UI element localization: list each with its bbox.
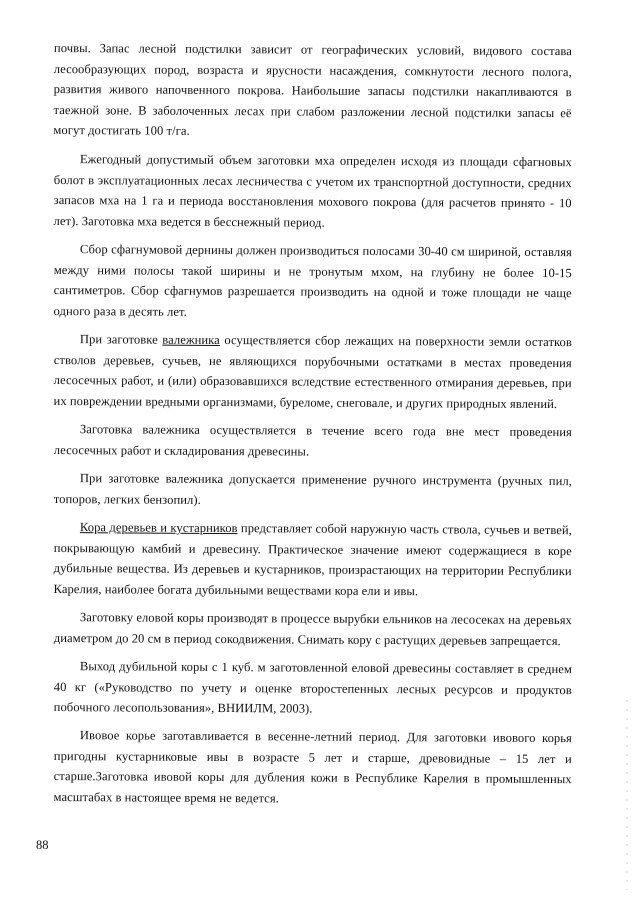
scan-artifact xyxy=(626,700,628,890)
underlined-term-bark: Кора деревьев и кустарников xyxy=(79,519,238,535)
paragraph-sphagnum-collection: Сбор сфагнумовой дернины должен производиться полосами 30-40 см шириной, оставляя между ними полосы такой ширины и не тронутым мхом, на глубину не более 10-15 сантиметров. Сбор сфагнумов разрешается производить на одной и тоже площади не чаще одного раза в десять лет. xyxy=(53,241,572,318)
paragraph-rest: осуществляется сбор лежащих на поверхности земли остатков стволов деревьев, сучьев, не являющихся порубочными остатками в местах проведения лесосечных работ, и (или) образовавшихся вследствие естественного отмирания деревьев, при их повреждении вредными организмами, буреломе, снеговале, и других природных явлений. xyxy=(53,332,572,411)
paragraph-prefix: При заготовке xyxy=(79,331,163,347)
paragraph-moss-harvest-volume: Ежегодный допустимый объем заготовки мха определен исходя из площади сфагновых болот в эксплуатационных лесах лесничества с учетом их транспортной доступности, средних запасов мха на 1 га и периода восстановления мохового покрова (для расчетов принято - 10 лет). Заготовка мха ведется в бесснежный период. xyxy=(53,151,572,229)
paragraph-rest: представляет собой наружную часть ствола, сучьев и ветвей, покрывающую камбий и древесину. Практическое значение имеют содержащиеся в коре дубильные вещества. Из деревьев и кустарников, произрастающих на территории Республики Карелия, наиболее богата дубильными веществами кора ели и ивы. xyxy=(53,520,572,598)
paragraph-deadwood-definition xyxy=(53,329,571,414)
paragraph-topsoil-litter: почвы. Запас лесной подстилки зависит от географических условий, видового состава лесообразующих пород, возраста и ярусности насаждения, сомкнутости лесного полога, развития живого напочвенного покрова. Наибольшие запасы подстилки накапливаются в таежной зоне. В заболоченных лесах при слабом разложении лесной подстилки запасы её могут достигать 100 т/га. xyxy=(53,40,572,138)
paragraph-bark-definition xyxy=(53,517,571,602)
paragraph-tanning-bark-yield: Выход дубильной коры с 1 куб. м заготовленной еловой древесины составляет в среднем 40 кг («Руководство по учету и оценке второстепенных лесных ресурсов и продуктов побочного лесопользования», ВНИИЛМ, 2003). xyxy=(53,658,572,716)
paragraph-deadwood-period: Заготовка валежника осуществляется в течение всего года вне мест проведения лесосечных работ и складирования древесины. xyxy=(53,421,572,458)
page-number: 88 xyxy=(36,838,49,852)
paragraph-deadwood-tools: При заготовке валежника допускается применение ручного инструмента (ручных пил, топоров, легких бензопил). xyxy=(53,470,572,506)
document-page xyxy=(54,38,572,815)
underlined-term-deadwood: валежника xyxy=(162,332,220,347)
paragraph-willow-bark: Ивовое корье заготавливается в весенне-летний период. Для заготовки ивового корья пригодны кустарниковые ивы в возрасте 5 лет и старше, древовидные – 15 лет и старше.Заготовка ивовой коры для дубления кожи в Республике Карелия в промышленных масштабах в настоящее время не ведется. xyxy=(53,728,572,805)
paragraph-spruce-bark-harvest: Заготовку еловой коры производят в процессе вырубки ельников на лесосеках на деревьях диаметром до 20 см в период сокодвижения. Снимать кору с растущих деревьев запрещается. xyxy=(53,609,572,648)
